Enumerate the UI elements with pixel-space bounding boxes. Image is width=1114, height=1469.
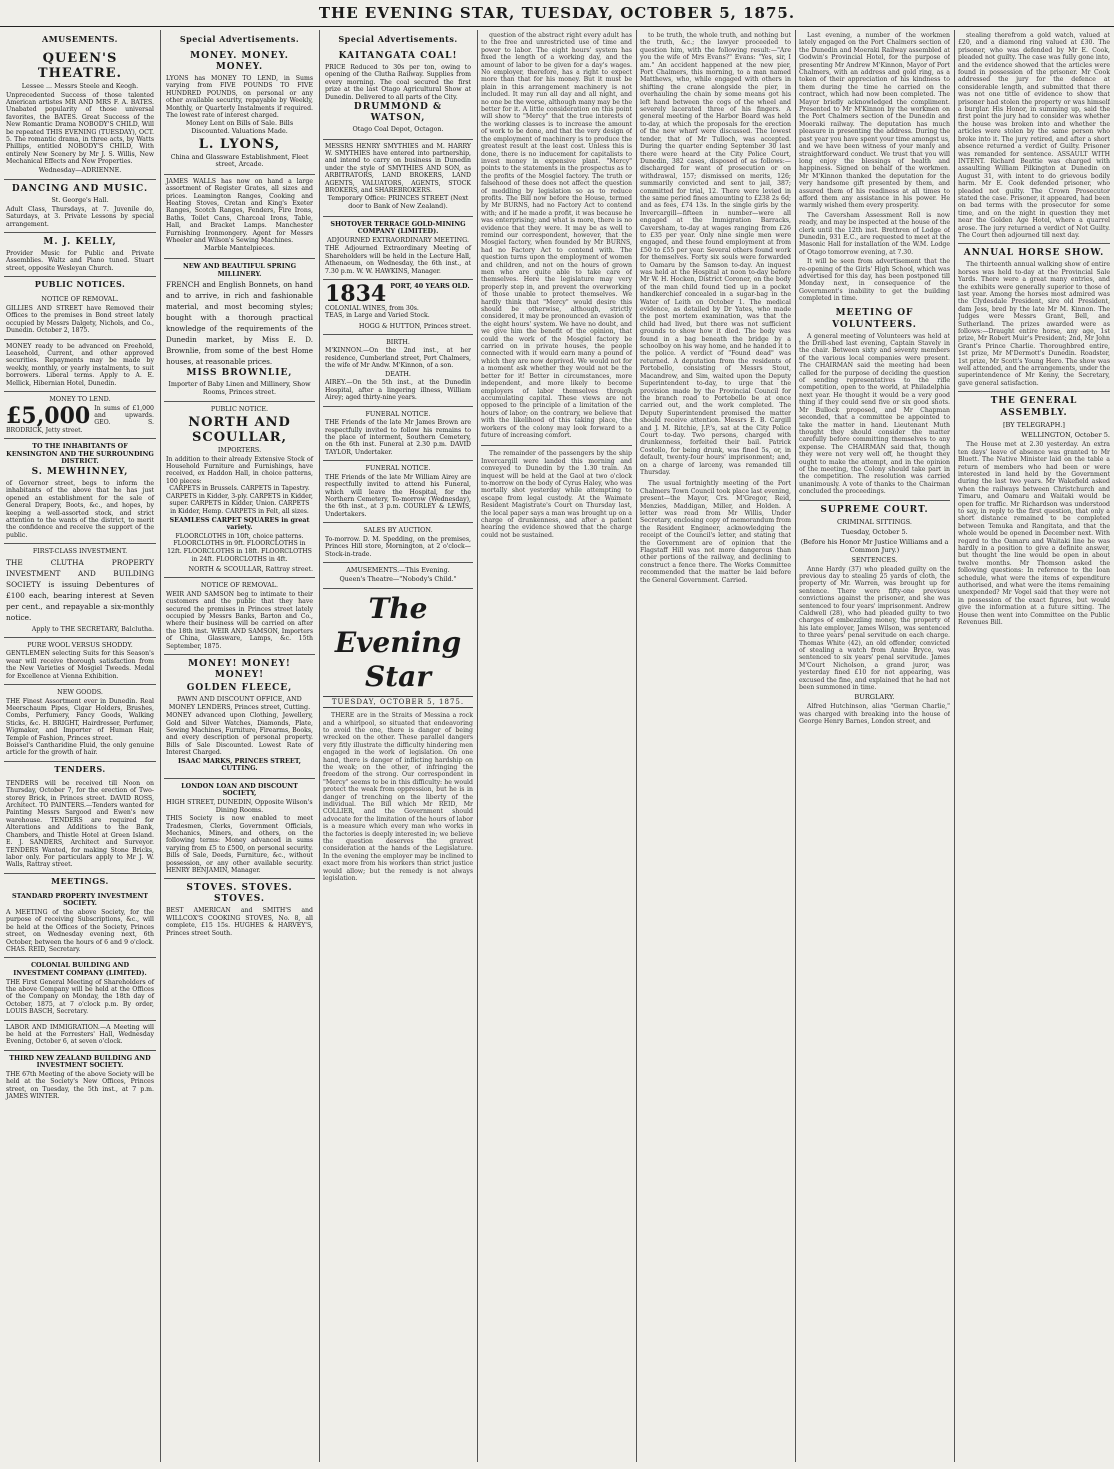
ad-subtitle: FUNERAL NOTICE.: [365, 464, 431, 473]
ad-subtitle: MONEY TO LEND.: [49, 394, 111, 403]
section-heading: Special Advertisements.: [179, 34, 300, 44]
news-subheading: CRIMINAL SITTINGS.: [836, 517, 913, 526]
wool-ad: [4, 638, 156, 685]
kaitangata-ad: [323, 47, 473, 140]
ad-subtitle: China and Glassware Establishment, Fleet street, Arcade.: [170, 152, 309, 169]
ad-body: Provider Music for Public and Private Assemblies. Waltz and Piano tuned. Stuart street, opposite Wesleyan Church.: [6, 250, 154, 272]
news-subheading: WELLINGTON, October 5.: [1021, 431, 1110, 440]
ad-body: AIREY.—On the 5th inst., at the Dunedin Hospital, after a lingering illness, William Airey; aged thirty-nine years.: [325, 379, 471, 402]
news-heading: ANNUAL HORSE SHOW.: [958, 243, 1110, 259]
weir-ad: [164, 578, 315, 655]
ad-body: COLONIAL WINES, from 30s.: [325, 305, 419, 313]
column-2: [164, 32, 315, 1460]
ad-body: A MEETING of the above Society, for the purpose of receiving Subscriptions, &c., will be held at the Offices of the Society, Princes street, on Wednesday evening next, 6th October, between the hours of 6 and 9 o'clock. CHAS. REID, Secretary.: [6, 908, 154, 953]
ad-title: GOLDEN FLEECE,: [186, 683, 293, 694]
labor-ad: [4, 1021, 156, 1051]
news-text: Last evening, a number of the workmen lately engaged on the Port Chalmers section of the Dunedin and Moeraki Railway assembled at Godwin's Provincial Hotel, for the purpose of presenting Mr Andrew M'Kinnon, Mayor of Port Chalmers, with an address and gold ring, as a token of their appreciation of his kindness to them during the time he carried on the contract, which had now been completed. The Mayor briefly acknowledged the compliment. Presented to Mr M'Kinnon by the workmen on the Port Chalmers section of the Dunedin and Moeraki railway. The deputation has much pleasure in presenting the address. During the past year you have spent your time amongst us, and we have been witness of your manly and straightforward conduct. We trust that you will long enjoy the blessings of health and happiness. Signed on behalf of the workmen. Mr M'Kinnon thanked the deputation for the very handsome gift presented by them, and assured them of his readiness at all times to afford them any assistance in his power. He warmly wished them every prosperity.: [799, 32, 950, 210]
ad-body: BEST AMERICAN and SMITH'S and WILLCOX'S COOKING STOVES, No. 8, all complete, £15 15s. HUGHES & HARVEY'S, Princes street South.: [166, 907, 313, 937]
ad-body: MESSRS HENRY SMYTHIES and M. HARRY W. SMYTHIES have entered into partnership, and intend to carry on business in Dunedin under the style of SMYTHIES AND SON, as ARBITRATORS, LAND BROKERS, LAND AGENTS, VALUATORS, AGENTS, STOCK BROKERS, and SHAREBROKERS.: [325, 142, 471, 195]
ad-body: JAMES WALLS has now on hand a large assortment of Register Grates, all sizes and prices. Leamington Ranges, Cooking and Heating Stoves, Cretan and King's Exeter Ranges, Scotch Ranges, Fenders, Fire Irons, Baths, Toilet Cans, Charcoal Irons, Table, Hall, and Bracket Lamps. Manchester Furnishing Ironmongery. Agent for Messrs Wheeler and Wilson's Sewing Machines.: [166, 177, 313, 245]
column-3: [323, 32, 473, 1460]
ad-subtitle: STANDARD PROPERTY INVESTMENT SOCIETY.: [11, 891, 149, 908]
news-text: Alfred Hutchinson, alias "German Charlie," was charged with breaking into the house of George Henry Barnes, London street, and: [799, 703, 950, 726]
ad-subtitle: NOTICE OF REMOVAL.: [200, 581, 279, 590]
ad-title: MONEY. MONEY. MONEY.: [190, 51, 289, 72]
ad-subtitle: NEW GOODS.: [57, 688, 103, 696]
ad-subtitle: LONDON LOAN AND DISCOUNT SOCIETY,: [181, 781, 298, 798]
ad-title: L. LYONS,: [198, 136, 281, 152]
ad-subtitle: FIRST-CLASS INVESTMENT.: [32, 547, 128, 556]
floorcloth-list: FLOORCLOTHS in 10ft, choice patterns. FLOORCLOTHS in 9ft. FLOORCLOTHS in 12ft. FLOORCLOTHS in 18ft. FLOORCLOTHS in 24ft. FLOORCLOTHS in 4ft.: [167, 532, 312, 563]
masthead: THE EVENING STAR, TUESDAY, OCTOBER 5, 1875.: [0, 0, 1114, 27]
dancing-ad: [4, 180, 156, 233]
section-heading: TENDERS.: [54, 763, 106, 774]
tenders-ad: [4, 777, 156, 874]
column-5: [640, 32, 791, 1460]
third-ad: [4, 1051, 156, 1105]
news-heading: SUPREME COURT.: [799, 500, 950, 516]
news-heading: MEETING OF VOLUNTEERS.: [832, 307, 917, 330]
amusements-notice: [323, 563, 473, 589]
news-text: to be truth, the whole truth, and nothing but the truth, &c.; the lawyer proceeded to question him, with the following result:—"Are you the wife of Mrs Evans?" Evans: "Yes, sir, I am." An accident happened at the new pier, Port Chalmers, this morning, to a man named Matthews, who, while engaged with others in shifting the crane alongside the pier, in overhauling the chain by some means got his left hand between the cogs of the wheel and severely lacerated three of his fingers. A general meeting of the Harbor Board was held to-day, at which the proposals for the erection of the new wharf were discussed. The lowest tender, that of Mr Tulloch, was accepted. During the quarter ending September 30 last there were heard at the City Police Court, Dunedin, 382 cases, disposed of as follows:—discharged for want of prosecution or on withdrawal, 157; dismissed on merits, 126; summarily convicted and sent to jail, 387; committed for trial, 12. There were levied in the same period fines amounting to £238 2s 6d; and as fees, £74 13s. In the single girls by the Invercargill—fifteen in number—were all engaged at the Immigration Barracks, Caversham, to-day at wages ranging from £26 to £35 per year. Only nine single men were engaged, and these found employment at from £50 to £55 per year. Several others found work for themselves. Forty six souls were forwarded to Oamaru by the Samson to-day. An inquest was held at the Hospital at noon to-day before Mr W. H. Hocken, District Coroner, on the body of the man child found tied up in a pocket handkerchief concealed in a sugar-bag in the Water of Leith on October 1. The medical evidence, as detailed by Dr Yates, who made the post mortem examination, was that the child had lived, but there was not sufficient grounds to show how it died. The body was found in a bag beneath the bridge by a schoolboy on his way home, and he handed it to the police. A verdict of "Found dead" was returned. A deputation from the residents of Portobello, consisting of Messrs Stout, Macandrew, and Sim, waited upon the Deputy Superintendent to-day, to urge that the provision made by the Provincial Council for the branch road to Portobello be at once carried out, and the work completed. The Deputy Superintendent promised the matter should receive attention. Messrs E. B. Cargill and J. M. Ritchie, J.P.'s, sat at the City Police Court to-day. Two persons, charged with drunkenness, forfeited their bail. Patrick Costello, for being drunk, was fined 5s, or, in default, twenty-four hours' imprisonment; and, on a charge of larceny, was remanded till Thursday.: [640, 32, 791, 476]
ad-title: S. MEWHINNEY,: [31, 466, 129, 477]
ad-title: DANCING AND MUSIC.: [11, 184, 149, 195]
ad-body: In addition to their already Extensive Stock of Household Furniture and Furnishings, have received, ex Haddon Hall, in choice patterns, 100 pieces:: [166, 455, 313, 485]
ad-subtitle: IMPORTERS.: [217, 446, 262, 455]
ad-subtitle: Marble Mantelpieces.: [204, 244, 275, 253]
column-rule: [636, 30, 637, 1462]
news-subheading: Tuesday, October 5.: [841, 527, 908, 536]
removal-ad: [4, 292, 156, 339]
ad-body: In sums of £1,000 and upwards. GEO. S. BRODRICK, Jetty street.: [6, 404, 154, 434]
ad-title: KAITANGATA COAL!: [338, 51, 458, 61]
ad-subtitle: PAWN AND DISCOUNT OFFICE, AND MONEY LENDERS, Princes street, Cutting.: [168, 695, 311, 711]
lyons-ad: [164, 47, 315, 175]
sales-notice: [323, 523, 473, 563]
ad-body: LYONS has MONEY TO LEND, in Sums varying from FIVE POUNDS TO FIVE HUNDRED POUNDS, on personal or any other available security, repayable by Weekly, Monthly, or Quarterly Instalments if required. The lowest rate of interest charged.: [166, 75, 313, 120]
ad-subtitle: PUBLIC NOTICE.: [210, 405, 269, 414]
ad-subtitle: TO THE INHABITANTS OF KENSINGTON AND THE SURROUNDING DISTRICT.: [6, 442, 154, 466]
ad-title: STOVES. STOVES. STOVES.: [186, 883, 293, 905]
section-heading: PUBLIC NOTICES.: [34, 279, 126, 290]
ad-subtitle: DEATH.: [385, 369, 411, 378]
ad-subtitle: Wednesday—ADRIENNE.: [38, 165, 122, 174]
ad-title: MONEY! MONEY! MONEY!: [188, 659, 291, 681]
kensington-ad: [4, 439, 156, 544]
lend-ad: [4, 392, 156, 439]
london-ad: [164, 779, 315, 880]
ad-subtitle: SHOTOVER TERRACE GOLD-MINING COMPANY (LIMITED).: [330, 219, 466, 236]
news-text: Anne Hardy (37) who pleaded guilty on the previous day to stealing 25 yards of cloth, the property of Mr. Warren, was brought up for sentence. There were fifty-one previous convictions against the prisoner, and she was sentenced to four years' imprisonment. Andrew Caldwell (28), who had pleaded guilty to two charges of embezzling money, the property of his late employer, James Wilson, was sentenced to three years' penal servitude on each charge. Thomas White (42), an old offender, convicted of stealing a watch from Annie Bryce, was sentenced to six years' penal servitude. James M'Court Nicholson, a grand juror, was yesterday fined £10 for not appearing, was excused the fine, and explained that he had not been summoned in time.: [799, 565, 950, 692]
colonial-ad: [4, 958, 156, 1020]
ad-subtitle: St. George's Hall.: [51, 196, 109, 205]
news-text: The House met at 2.30 yesterday. An extra ten days' leave of absence was granted to Mr Bluett. The Native Minister laid on the table a return of members who had been or were interested in land held by the Government during the last two years. Mr Wakefield asked when the railways between Christchurch and Timaru, and Oamaru and Waitaki would be open for traffic. Mr Richardson was understood to say, in reply to the first question, that only a short distance remained to be completed between Temuka and Rangitata, and that the whole would be opened in December next. With regard to the Oamaru and Waitaki line he was hardly in a position to give a definite answer, but thought the line would be open in about twelve months. Mr Thomson asked the following questions: In reference to the loan schedule, what were the items of expenditure authorised, and what were the items remaining unexpended? Mr Vogel said that they were not in possession of the exact figures, but would give the information at a future sitting. The House then went into Committee on the Public Revenues Bill.: [958, 441, 1110, 627]
ad-body: MONEY advanced upon Clothing, Jewellery, Gold and Silver Watches, Diamonds, Plate, Sewing Machines, Furniture, Firearms, Books, and every description of personal property. Bills of Sale Discounted. Lowest Rate of Interest Charged.: [166, 712, 313, 757]
news-subheading: (Before his Honor Mr Justice Williams and a Common Jury.): [800, 537, 949, 554]
nameplate: The Evening Star: [334, 592, 462, 694]
ad-subtitle: BIRTH.: [386, 337, 410, 346]
ad-subtitle: NOTICE OF REMOVAL.: [41, 295, 119, 304]
money-ad: [4, 340, 156, 392]
lend-amount: £5,000: [6, 402, 91, 429]
ad-subtitle: PURE WOOL VERSUS SHODDY.: [27, 640, 133, 649]
kelly-ad: [4, 233, 156, 277]
ad-title: QUEEN'S THEATRE.: [37, 51, 123, 81]
ad-subtitle: Lessee ... Messrs Steele and Keogh.: [21, 82, 139, 90]
ad-signature: HOGG & HUTTON, Princes street.: [358, 321, 471, 330]
column-rule: [795, 30, 796, 1462]
ad-subtitle: Otago Coal Depot, Octagon.: [352, 125, 444, 134]
editorial-text: question of the abstract right every adult has to the free and unrestricted use of time and power to labor. The eight hours' system has fixed the length of a working day, and the amount of labor to be given for a day's wages. No employer, therefore, has a right to expect more than that for his money. But it must be plain in this arrangement machinery is not included. It may run all day and all night, and no one be the worse, although many may be the better for it. A little consideration on this point will show to "Mercy" that the true interests of the working classes is to increase the amount of work to be done, and that the very design of the employment of machinery is to produce the greatest result at the least cost. Unless this is done, there is no inducement for capitalists to invest money in expensive plant. "Mercy" points to the statements in the prospectus as to the profits of the Mosgiel factory. The truth or falsehood of these does not affect the question of meddling by legislation so as to reduce profits. The Bill now before the House, termed by Mr BURNS, had no Factory Act to contend with; and if he made a profit, it was because he was enterprising; and what is more, there is no evidence that they were. It may be as well to remind our correspondent, however, that the Mosgiel factory, when founded by Mr BURNS, had no Factory Act to contend with. The question turns upon the employment of women and children, and not on the hours of grown men who are quite able to take care of themselves. Here the legislature may very properly step in, and prevent the overworking of those unable to protect themselves. We hardly think that "Mercy" would desire this should be otherwise, although, strictly considered, it may be pronounced an evasion of the eight hours' system. We have no doubt, and we give him the benefit of the opinion, that could the work of the Mosgiel factory be carried on in private houses, the people connected with it would earn many a pound of which they are now deprived. We would not for a moment ask whether they would not be the better for it! Better in circumstances, more independent, and more likely to become employers of labor themselves through accumulating capital. These views are not opposed to the principle of a limitation of the hours of labor; on the contrary, we believe that with the likelihood of this taking place, the workers of the colony may look forward to a future of increasing comfort.: [481, 32, 632, 439]
column-6: [799, 32, 950, 1460]
standard-ad: [4, 889, 156, 959]
ad-subtitle: SALES BY AUCTION.: [363, 526, 433, 535]
column-rule: [954, 30, 955, 1462]
ad-subtitle: Queen's Theatre—"Nobody's Child.": [339, 574, 457, 583]
ad-subtitle: Money Lent on Bills of Sale. Bills Discounted. Valuations Made.: [185, 119, 294, 136]
column-rule: [319, 30, 320, 1462]
ad-subtitle: AMUSEMENTS.—This Evening.: [346, 565, 450, 574]
column-7: [958, 32, 1110, 1460]
news-text: A general meeting of Volunteers was held at the Drill-shed last evening, Captain Stavely in the chair. Between sixty and seventy members of the various local companies were present. The CHAIRMAN said the meeting had been called for the purpose of deciding the question of sending representatives to the rifle competition, open to the world, at Philadelphia next year. He thought it would be a very good thing if they could send five or six good shots. Mr Bullock proposed, and Mr Chapman seconded, that a committee be appointed to take the matter in hand. Lieutenant Muth thought they should consider the matter carefully before committing themselves to any expense. The CHAIRMAN said that, though they were not very well off, he thought they ought to make the attempt, and in the opinion of the meeting, the Colony should take part in the competition. The resolution was carried unanimously. A vote of thanks to the Chairman concluded the proceedings.: [799, 332, 950, 496]
funeral-notice-1: [323, 407, 473, 462]
ad-body: PRICE Reduced to 30s per ton, owing to opening of the Clutha Railway. Supplies from every morning. The coal secured the first prize at the last Otago Agricultural Show at Dunedin. Delivered to all parts of the City.: [325, 64, 471, 101]
news-subheading: [BY TELEGRAPH.]: [1002, 421, 1065, 430]
carpet-list: CARPETS in Brussels. CARPETS in Tapestry. CARPETS in Kidder, 3-ply. CARPETS in Kidder, super. CARPETS in Kidder, Union. CARPETS in Kidder, Hemp. CARPETS in Felt, all sizes.: [166, 485, 314, 516]
news-text: It will be seen from advertisement that the re-opening of the Girls' High School, which was advertised for this day, has been postponed till Monday next, in consequence of the Government's inability to get the building completed in time.: [799, 258, 950, 303]
ad-title: NORTH AND SCOULLAR,: [188, 415, 291, 446]
news-heading: THE GENERAL ASSEMBLY.: [958, 391, 1110, 419]
shotover-ad: [323, 217, 473, 280]
column-rule: [477, 30, 478, 1462]
news-text: The Caversham Assessment Roll is now ready, and may be inspected at the house of the clerk until the 12th inst. Brethren of Lodge of Dunedin, 931 E.C., are requested to meet at the Masonic Hall for installation of the W.M. Lodge of Otago tomorrow evening, at 7.30.: [799, 211, 950, 256]
ad-subtitle: PORT, 40 YEARS OLD.: [390, 282, 470, 291]
column-rule: [160, 30, 161, 1462]
birth-notice: [323, 335, 473, 407]
column-1: [4, 32, 156, 1460]
ad-body: TENDERS will be received till Noon on Thursday, October 7, for the erection of Two-storey Brick, in Princes street. DAVID ROSS, Architect. TO PAINTERS.—Tenders wanted for Painting Messrs Sargood and Ewen's new warehouse. TENDERS are required for Alterations and Additions to the Bank, Chambers, and Thistle Hotel at Green Island. E. J. SANDERS, Architect and Surveyor. TENDERS Wanted, for making Stone Bricks, labor only. For particulars apply to Mr J. W. Walls, Rattray street.: [6, 779, 154, 869]
ad-body: MONEY ready to be advanced on Freehold, Leasehold, Current, and other approved securities. Repayments may be made by weekly, monthly, or yearly instalments, to suit borrowers. Liberal terms. Apply to A. E. Mellick, Hibernian Hotel, Dunedin.: [6, 342, 154, 387]
ad-subtitle: FUNERAL NOTICE.: [365, 409, 431, 418]
ad-body: WEIR AND SAMSON beg to intimate to their customers and the public that they have secured the premises in Princes street lately occupied by Messrs Banks, Barton and Co., where their business will be carried on after the 18th inst. WEIR AND SAMSON, Importers of China, Glassware, Lamps, &c. 15th September, 1875.: [166, 590, 313, 650]
ad-subtitle: SEAMLESS CARPET SQUARES in great variety.: [169, 515, 310, 532]
fleece-ad: [164, 655, 315, 779]
ad-title: M. J. KELLY,: [43, 237, 117, 248]
column-4: [481, 32, 632, 1460]
ad-subtitle: ADJOURNED EXTRAORDINARY MEETING.: [327, 235, 469, 244]
news-text: The usual fortnightly meeting of the Port Chalmers Town Council took place last evening, present—the Mayor, Crs. M'Gregor, Reid, Menzies, Maddigan, Miller, and Holden. A letter was read from Mr Willis, Under Secretary, enclosing copy of memorandum from the Resident Engineer, acknowledging the receipt of the Council's letter, and stating that the Government are of opinion that the Flagstaff Hill was not more dangerous than other portions of the railway, and declining to construct a fence there. The Works Committee recommended that the matter be laid before the General Government. Carried.: [640, 480, 791, 584]
millinery-ad: [164, 259, 315, 402]
news-subheading: SENTENCES.: [851, 555, 898, 564]
stoves-ad: [164, 879, 315, 941]
ad-body: To-morrow. D. M. Spedding, on the premises, Princes Hill store, Mornington, at 2 o'clock—Stock-in-trade.: [325, 535, 471, 558]
ad-subtitle: NEW AND BEAUTIFUL SPRING MILLINERY.: [182, 262, 297, 278]
north-ad: [164, 402, 315, 578]
ad-body: Boissel's Cantharidine Fluid, the only genuine article for the growth of hair.: [6, 742, 154, 757]
ad-subtitle: ISAAC MARKS, PRINCES STREET, CUTTING.: [177, 756, 301, 773]
section-heading: Special Advertisements.: [338, 34, 458, 44]
dateline: TUESDAY, OCTOBER 5, 1875.: [323, 696, 473, 708]
ad-body: FRENCH and English Bonnets, on hand and to arrive, in rich and fashionable material, and most becoming styles; bought with a thorough practical knowledge of the requirements of the Dunedin market, by Miss E. D. Brownlie, from some of the best Home houses, at reasonable prices.: [166, 280, 313, 367]
walls-ad: [164, 175, 315, 259]
ad-subtitle: Temporary Office: PRINCES STREET (Next door to Bank of New Zealand).: [327, 194, 469, 211]
news-subheading: BURGLARY.: [854, 693, 895, 702]
port-year: 1834: [325, 281, 387, 308]
editorial-text: THERE are in the Straits of Messina a rock and a whirlpool, so situated that endeavoring to avoid the one, there is danger of being wrecked on the other. These parallel dangers very fitly illustrate the difficulty hindering men engaged in the work of legislation. On one hand, there is danger of inflicting hardship on the weak; on the other, of infringing the freedom of the strong. Our correspondent in "Mercy" seems to be in this difficulty: he would protect the weak from oppression, but he is in danger of trenching on the liberty of the individual. The Bill which Mr REID, Mr COLLIER, and the Government should advocate for the limitation of the hours of labor is a measure which every man who works in the factories is deeply interested in; we believe the question deserves the gravest consideration at the hands of the Legislature. In the evening the employer may be inclined to exact more from his workers than strict justice would allow; but the remedy is not always legislation.: [323, 712, 473, 883]
ad-body: Unprecedented Success of those talented American artistes MR AND MRS F. A. BATES. Unabated popularity of those universal favorites, the BATES. Great Success of the New Romantic Drama NOBODY'S CHILD, Will be repeated THIS EVENING (TUESDAY), OCT. 5. The romantic drama, in three acts, by Watts Phillips, entitled NOBODY'S CHILD, With entirely New Scenery by Mr J. S. Willis, New Mechanical Effects and New Properties.: [6, 91, 154, 166]
ad-signature: NORTH & SCOULLAR, Rattray street.: [188, 565, 313, 574]
ad-body: THE Friends of the late Mr William Airey are respectfully invited to attend his Funeral, which will leave the Hospital, for the Northern Cemetery, To-morrow (Wednesday), the 6th inst., at 3 p.m. COURLEY & LEWIS, Undertakers.: [325, 473, 471, 518]
section-heading: AMUSEMENTS.: [42, 34, 118, 44]
ad-signature: Apply to THE SECRETARY, Balclutha.: [31, 624, 154, 633]
ad-body: GENTLEMEN selecting Suits for this Season's wear will receive thorough satisfaction from the New Varieties of Mosgiel Tweeds. Medal for Excellence at Vienna Exhibition.: [6, 650, 154, 680]
theatre-ad: [4, 47, 156, 180]
smythies-ad: [323, 140, 473, 217]
news-text: stealing therefrom a gold watch, valued at £20, and a diamond ring valued at £30. The prisoner, who was defended by Mr E. Cook, pleaded not guilty. The case was fully gone into, and the evidence showed that the articles were found in possession of the prisoner. Mr Cook addressed the jury for the defence at considerable length, and submitted that there was not one tittle of evidence to show that prisoner had stolen the property or was himself a burglar. His Honor, in summing up, said the first point the jury had to consider was whether the house was broken into and whether the articles were stolen by the same person who broke into it. The jury retired, and after a short absence returned a verdict of Guilty. Prisoner was remanded for sentence. ASSAULT WITH INTENT. Richard Beattie was charged with assaulting William Pilkington at Dunedin on August 31, with intent to do grievous bodily harm. Mr E. Cook defended prisoner, who pleaded not guilty. The Crown Prosecutor stated the case. Prisoner, it appeared, had been on bad terms with the prosecutor for some time, and on the night in question they met near the Golden Age Hotel, where a quarrel arose. The jury returned a verdict of Not Guilty. The Court then adjourned till next day.: [958, 32, 1110, 239]
ad-body: THE 67th Meeting of the above Society will be held at the Society's New Offices, Princes street, on Tuesday, the 5th inst., at 7 p.m. JAMES WINTER.: [6, 1070, 154, 1101]
ad-subtitle: COLONIAL BUILDING AND INVESTMENT COMPANY (LIMITED).: [13, 961, 147, 977]
news-text: The thirteenth annual walking show of entire horses was held to-day at the Provincial Sale Yards. There were a great many entries, and the exhibits were generally superior to those of last year. Among the horses most admired was the Clydesdale President, sire old President, dam Jess, bred by the late Mr M. Kinnon. The Judges were Messrs Grant, Bell, and Sutherland. The prizes awarded were as follows:—Draught entire horse, any age, 1st prize, Mr Robert Muir's President; 2nd, Mr John Grant's Prince Charlie. Thoroughbred entire, 1st prize, Mr M'Dermott's Dunedin. Roadster, 1st prize, Mr Scott's Young Hero. The show was well attended, and the arrangements, under the superintendence of Mr Kenny, the Secretary, gave general satisfaction.: [958, 261, 1110, 387]
ad-body: THE Adjourned Extraordinary Meeting of Shareholders will be held in the Lecture Hall, Athenaeum, on Wednesday, the 6th inst., at 7.30 p.m. W. W. HAWKINS, Manager.: [325, 245, 471, 275]
ad-body: M'KINNON.—On the 2nd inst., at her residence, Cumberland street, Port Chalmers, the wife of Mr Andw. M'Kinnon, of a son.: [325, 347, 471, 370]
ad-body: THE Friends of the late Mr James Brown are respectfully invited to follow his remains to the place of interment, Southern Cemetery, on the 6th inst. Funeral at 2.30 p.m. DAVID TAYLOR, Undertaker.: [325, 419, 471, 456]
ad-body: THIS Society is now enabled to meet Tradesmen, Clerks, Government Officials, Mechanics, Miners, and others, on the following terms: Money advanced in sums varying from £5 to £500, on personal security. Bills of Sale, Deeds, Furniture, &c., without possession, or any other available security. HENRY BENJAMIN, Manager.: [166, 815, 313, 875]
ad-subtitle: HIGH STREET, DUNEDIN, Opposite Wilson's Dining Rooms.: [166, 798, 313, 814]
port-ad: [323, 280, 473, 335]
ad-body: GILLIES AND STREET have Removed their Offices to the premises in Bond street lately occupied by Messrs Dalgety, Nichols, and Co., Dunedin. October 2, 1875.: [6, 304, 154, 335]
ad-body: of Governor street, begs to inform the inhabitants of the above that he has just opened an establishment for the sale of General Drapery, Boots, &c., and hopes, by keeping a well-assorted stock, and strict attention to the wants of the district, to merit the confidence and receive the support of the public.: [6, 479, 154, 539]
goods-ad: [4, 685, 156, 762]
ad-body: THE CLUTHA PROPERTY INVESTMENT AND BUILDING SOCIETY is issuing Debentures of £100 each, bearing interest at Seven per cent., and repayable a six-monthly notice.: [6, 557, 154, 622]
news-text: The remainder of the passengers by the ship Invercargill were landed this morning and conveyed to Dunedin by the 1.30 train. An inquest will be held at the Gaol at two o'clock to-morrow on the body of Cyrus Haley, who was mortally shot yesterday while attempting to escape from legal custody. At the Waimate Resident Magistrate's Court on Thursday last, the local paper says a man was brought up on a charge of drunkenness, and after a patient hearing the evidence showed that the charge could not be sustained.: [481, 445, 632, 539]
ad-body: TEAS, in Large and Varied Stock.: [325, 312, 430, 320]
ad-title: DRUMMOND & WATSON,: [353, 102, 443, 124]
ad-subtitle: Importer of Baby Linen and Millinery, Show Rooms, Princes street.: [168, 380, 311, 396]
section-heading: MEETINGS.: [51, 875, 109, 886]
ad-body: LABOR AND IMMIGRATION.—A Meeting will be held at the Forresters' Hall, Wednesday Evening, October 6, at seven o'clock.: [6, 1023, 154, 1046]
clutha-ad: [4, 544, 156, 638]
funeral-notice-2: [323, 461, 473, 523]
ad-title: MISS BROWNLIE,: [186, 368, 293, 379]
ad-subtitle: THIRD NEW ZEALAND BUILDING AND INVESTMENT SOCIETY.: [9, 1053, 151, 1070]
ad-body: THE Finest Assortment ever in Dunedin. Real Meerschaum Pipes, Cigar Holders, Brushes, Combs, Perfumery, Fancy Goods, Walking Sticks, &c. H. BRIGHT, Hairdresser, Perfumer, Wigmaker, and Importer of Human Hair, Temple of Fashion, Princes street.: [6, 697, 154, 742]
ad-body: Adult Class, Thursdays, at 7. Juvenile do, Saturdays, at 3. Private Lessons by special arrangement.: [6, 205, 154, 228]
ad-body: THE First General Meeting of Shareholders of the above Company will be held at the Offices of the Company on Monday, the 18th day of October, 1875, at 7 o'clock p.m. By order, LOUIS BASCH, Secretary.: [6, 978, 154, 1016]
